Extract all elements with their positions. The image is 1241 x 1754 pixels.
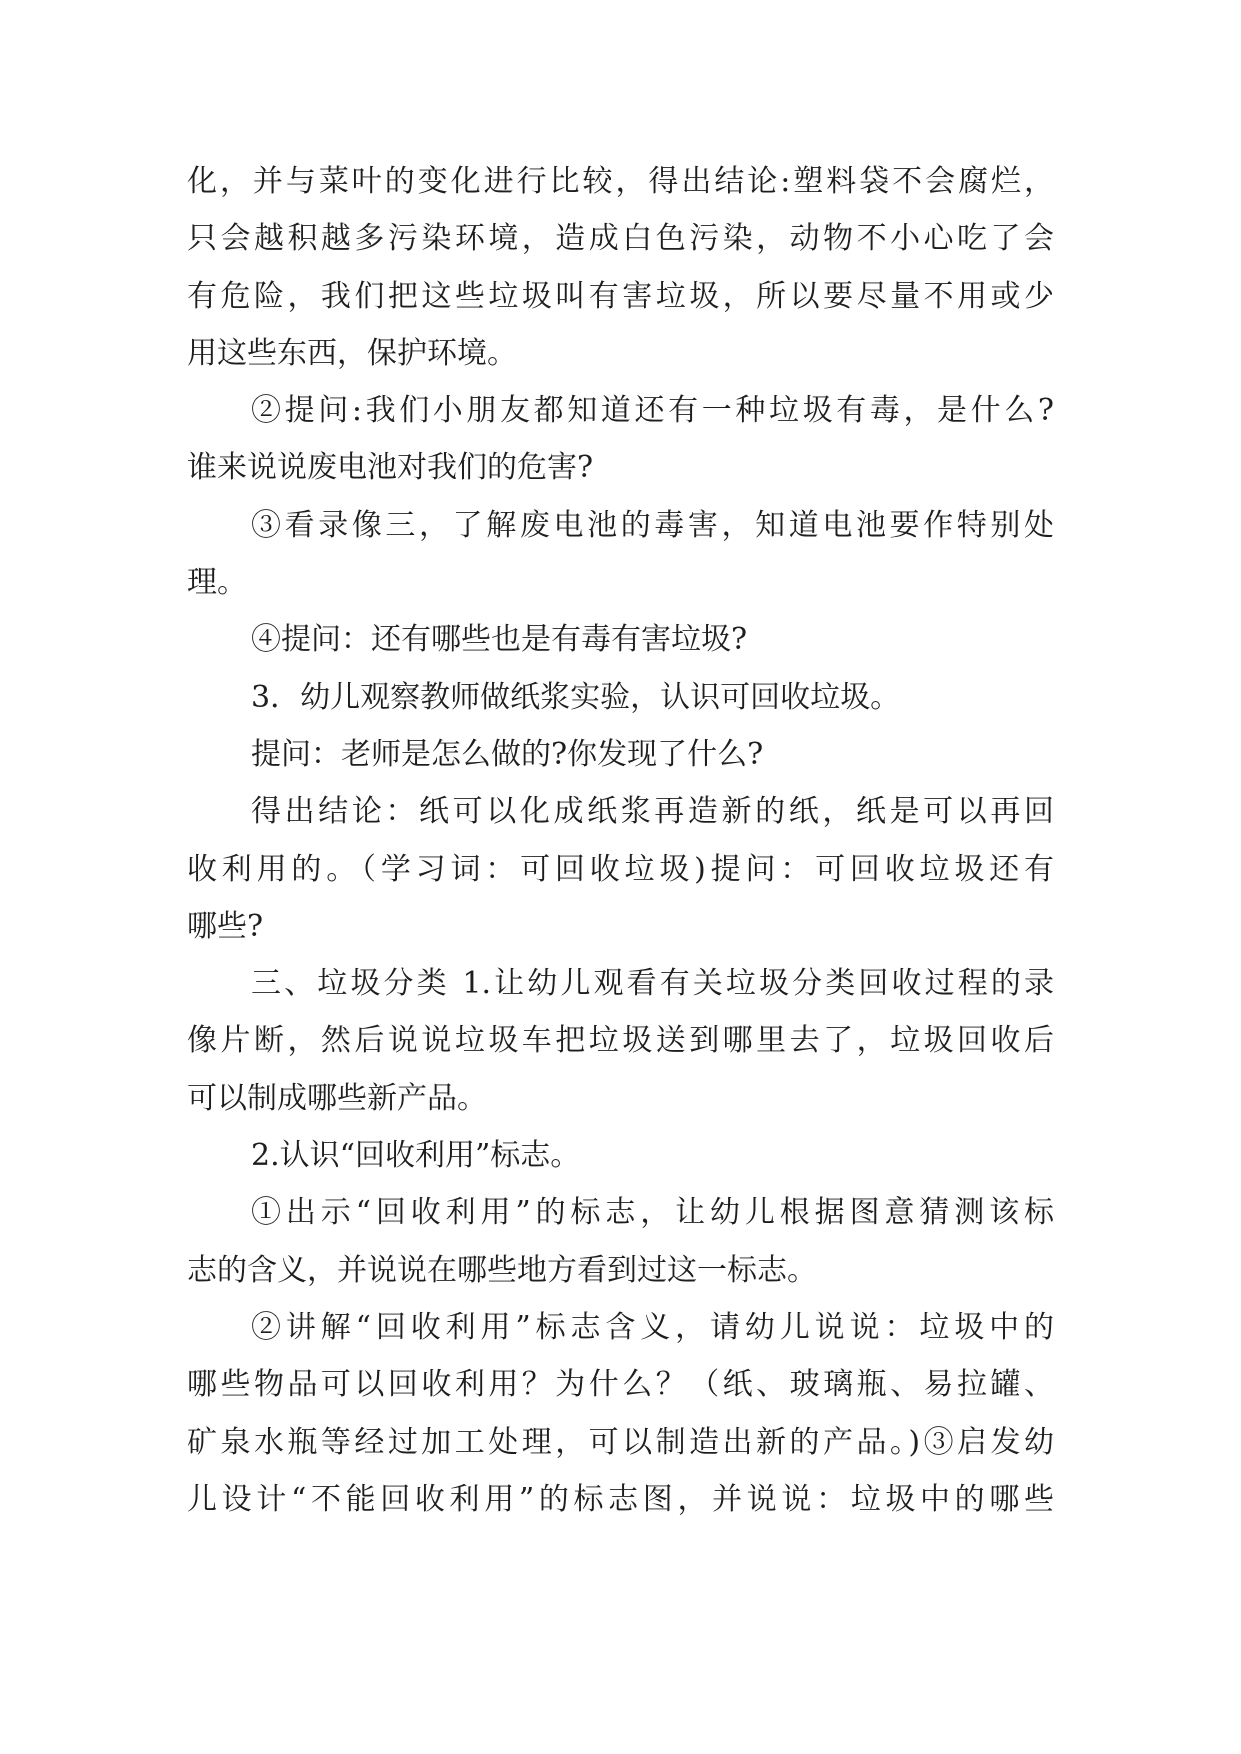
body-text [187, 153, 1054, 1528]
text-line: 谁来说说废电池对我们的危害? [187, 450, 594, 486]
text-line: 收利用的。（学习词：可回收垃圾)提问：可回收垃圾还有 [187, 851, 1054, 887]
text-line: ①出示“回收利用”的标志，让幼儿根据图意猜测该标 [251, 1195, 1054, 1231]
text-line: 理。 [187, 565, 247, 601]
text-line: 提问：老师是怎么做的?你发现了什么? [251, 736, 764, 772]
text-line: 有危险，我们把这些垃圾叫有害垃圾，所以要尽量不用或少 [187, 278, 1054, 314]
text-line: 可以制成哪些新产品。 [187, 1080, 487, 1116]
text-line: 得出结论：纸可以化成纸浆再造新的纸，纸是可以再回 [251, 794, 1054, 830]
text-line: 矿泉水瓶等经过加工处理，可以制造出新的产品。)③启发幼 [187, 1424, 1054, 1460]
text-line: 只会越积越多污染环境，造成白色污染，动物不小心吃了会 [187, 221, 1054, 257]
text-line: 哪些物品可以回收利用？为什么？（纸、玻璃瓶、易拉罐、 [187, 1367, 1054, 1403]
text-line: ③看录像三，了解废电池的毒害，知道电池要作特别处 [251, 507, 1054, 543]
text-line: 用这些东西，保护环境。 [187, 335, 517, 371]
text-line: 化，并与菜叶的变化进行比较，得出结论:塑料袋不会腐烂， [187, 164, 1054, 199]
text-line: 像片断，然后说说垃圾车把垃圾送到哪里去了，垃圾回收后 [187, 1023, 1054, 1059]
text-line: ②讲解“回收利用”标志含义，请幼儿说说：垃圾中的 [251, 1309, 1054, 1345]
text-line: 2.认识“回收利用”标志。 [251, 1138, 581, 1174]
text-line: ④提问：还有哪些也是有毒有害垃圾? [251, 622, 748, 658]
text-line: 哪些? [187, 908, 264, 944]
text-line: 三、垃圾分类 1.让幼儿观看有关垃圾分类回收过程的录 [251, 966, 1054, 1002]
text-line: 3．幼儿观察教师做纸浆实验，认识可回收垃圾。 [251, 679, 901, 715]
text-line: 儿设计“不能回收利用”的标志图，并说说：垃圾中的哪些 [187, 1481, 1054, 1517]
text-line: 志的含义，并说说在哪些地方看到过这一标志。 [187, 1252, 817, 1288]
text-line: ②提问:我们小朋友都知道还有一种垃圾有毒，是什么? [251, 393, 1054, 429]
